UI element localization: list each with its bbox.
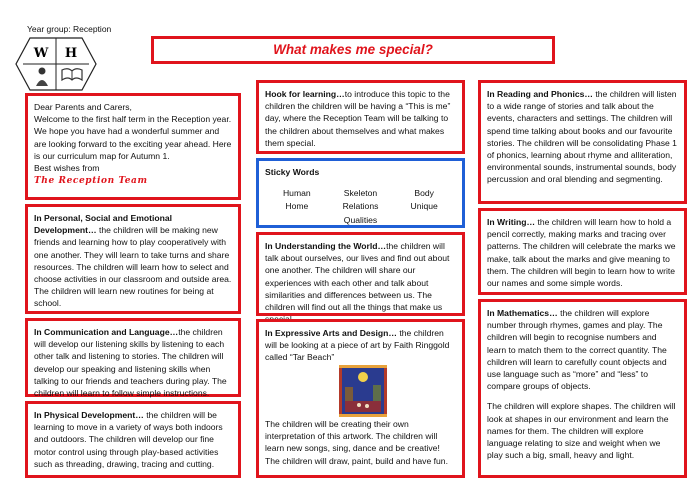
sticky-words-section bbox=[256, 158, 465, 228]
hook-section bbox=[256, 80, 465, 154]
word-human: Human bbox=[282, 188, 311, 199]
page-title: What makes me special? bbox=[151, 36, 555, 64]
maths-text-2: The children will explore shapes. The children will look at shapes in our environment and learn the names for them. The children will explore language relating to size and weight when we play such a big, small, heavy and light. bbox=[487, 401, 676, 461]
psed-heading: In Personal, Social and Emotional Development… bbox=[34, 213, 173, 236]
mathematics-section bbox=[478, 299, 687, 478]
logo-letter-h: H bbox=[64, 46, 78, 61]
communication-text: the children will develop our listening skills by listening to each other talk and listening to stories. The children will develop our speaking and listening skills when talking to our friends and teachers during play. The children will learn to follow simple instructions. bbox=[34, 327, 227, 399]
maths-heading: In Mathematics… bbox=[487, 308, 558, 318]
word-relations: Relations bbox=[342, 201, 379, 212]
communication-section bbox=[25, 318, 241, 397]
maths-text: the children will explore number through rhymes, games and play. The children will begin to recognise numbers and learn to match them to the correct quantity. The children will learn to carefully count objects and use language such as “more” and “less” to compare groups of objects. bbox=[487, 308, 667, 392]
word-blank-right bbox=[392, 214, 456, 226]
writing-heading: In Writing… bbox=[487, 217, 536, 227]
expressive-text: the children will be looking at a piece of art by Faith Ringgold called “Tar Beach” bbox=[265, 328, 450, 363]
word-skeleton: Skeleton bbox=[343, 188, 378, 199]
physical-heading: In Physical Development… bbox=[34, 410, 144, 420]
greeting: Dear Parents and Carers, bbox=[34, 102, 132, 112]
psed-text: the children will be making new friends and learning how to play cooperatively with one another. They will learn to take turns and share resources. The children will learn how to select and choose activities in our classroom and outside area. The children will learn new routines for being at school. bbox=[34, 225, 232, 309]
sticky-words-grid bbox=[265, 187, 456, 226]
hook-text: to introduce this topic to the children the children will be having a “This is me” day, where the Reception Team will be talking to the children about themselves and what makes them special. bbox=[265, 89, 451, 148]
reading-section bbox=[478, 80, 687, 204]
intro-letter bbox=[25, 93, 241, 200]
reading-heading: In Reading and Phonics… bbox=[487, 89, 593, 99]
closing: Best wishes from bbox=[34, 163, 100, 174]
physical-section bbox=[25, 401, 241, 478]
world-text: the children will talk about ourselves, our lives and find out about one another. The children will share our experiences with each other and talk about similarities and differences between us. The children will find out all the things that make us bbox=[265, 241, 450, 313]
logo-letter-w: W bbox=[33, 46, 49, 61]
world-heading: In Understanding the World… bbox=[265, 241, 387, 251]
understanding-world-section bbox=[256, 232, 465, 316]
year-group-label: Year group: Reception bbox=[27, 24, 112, 34]
intro-body: Welcome to the first half term in the Reception year. We hope you have had a wonderful summer and are looking forward to the exciting year ahead. Here is our curriculum map for Autumn 1. bbox=[34, 114, 232, 161]
sticky-heading: Sticky Words bbox=[265, 167, 320, 177]
reading-text: the children will listen to a wide range of stories and talk about the events, characters and settings. The children will spend time talking about books and our favourite stories. The children will be consolidating Phase 1 of phonics, learning about rhyme and alliteration, environmental sounds, instrumental sounds, body percussion and oral blending and segmenting. bbox=[487, 89, 677, 185]
word-body: Body bbox=[414, 188, 434, 199]
expressive-arts-section bbox=[256, 319, 465, 478]
psed-section bbox=[25, 204, 241, 314]
tar-beach-artwork-image bbox=[339, 365, 387, 417]
word-qualities: Qualities bbox=[343, 214, 378, 225]
physical-text: the children will be learning to move in a variety of ways both indoors and outdoors. The children will develop our fine motor control using through play-based activities such as threading, drawing, tracing and cutting. bbox=[34, 410, 223, 469]
expressive-heading: In Expressive Arts and Design… bbox=[265, 328, 397, 338]
expressive-text-2: The children will be creating their own interpretation of this artwork. The children will learn new songs, sing, dance and be creative! The children will draw, paint, build and have fun. bbox=[265, 419, 448, 466]
word-home: Home bbox=[285, 201, 309, 212]
school-logo bbox=[14, 36, 98, 92]
communication-heading: In Communication and Language… bbox=[34, 327, 179, 337]
signature: The Reception Team bbox=[34, 176, 148, 187]
writing-text: the children will learn how to hold a pencil correctly, making marks and tracing over patterns. The children will celebrate the marks we make, talk about the marks and give meaning to them. The children will begin to learn how to write our names and some simple words. bbox=[487, 217, 676, 289]
hook-heading: Hook for learning… bbox=[265, 89, 345, 99]
writing-section bbox=[478, 208, 687, 295]
word-unique: Unique bbox=[410, 201, 438, 212]
word-blank-left bbox=[265, 214, 329, 226]
